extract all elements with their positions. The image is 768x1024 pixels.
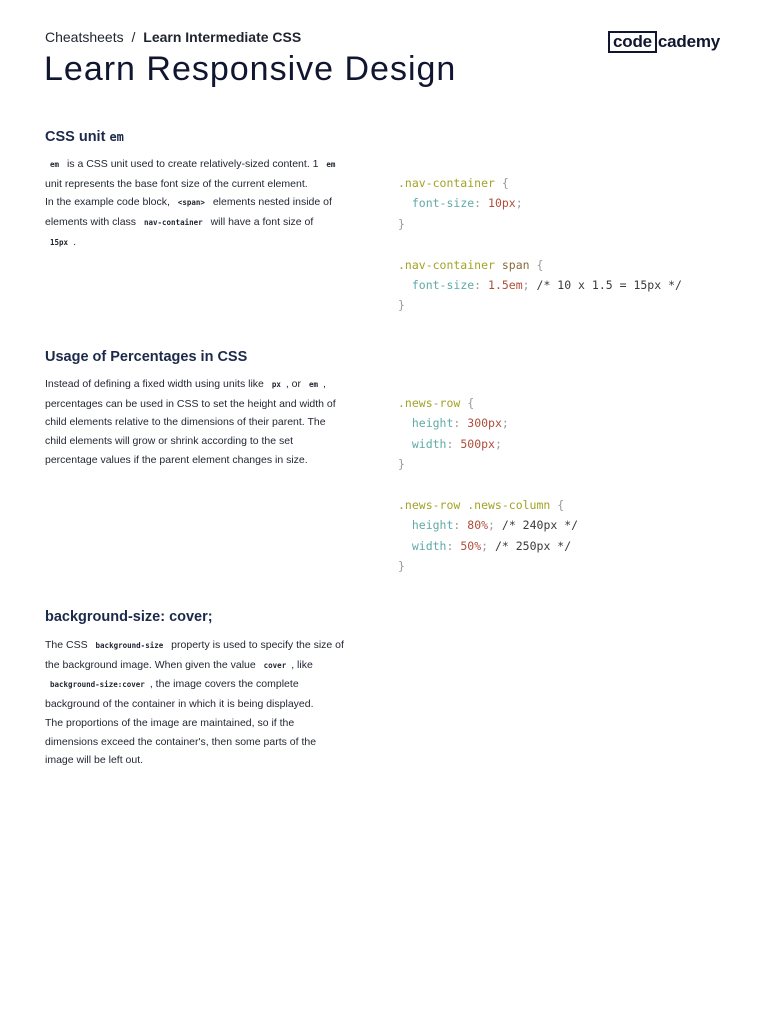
- code-token: ;: [481, 538, 495, 553]
- page-title: Learn Responsive Design: [44, 50, 457, 88]
- description-paragraph: [45, 714, 345, 770]
- code-token: width: [411, 436, 447, 451]
- section-title-text: CSS unit: [45, 129, 106, 145]
- text-run: will have a font size of: [207, 216, 314, 229]
- code-token: {: [494, 176, 509, 190]
- code-token: 500px: [460, 436, 495, 451]
- code-token: .nav-container: [398, 257, 495, 272]
- code-token: [398, 518, 412, 532]
- code-token: height: [411, 518, 454, 533]
- inline-code: em: [50, 160, 60, 169]
- text-run: property is used to specify the size of the background image. When given the value: [45, 639, 344, 671]
- text-run: , like: [291, 658, 313, 671]
- code-line: [398, 495, 578, 515]
- inline-code: em: [326, 160, 336, 169]
- code-token: [398, 196, 412, 210]
- code-example-em[interactable]: [398, 173, 682, 316]
- code-token: }: [398, 559, 405, 574]
- breadcrumb: [45, 29, 301, 45]
- code-token: [398, 416, 412, 430]
- section-title-text: Usage of Percentages in CSS: [45, 349, 248, 365]
- code-token: :: [453, 518, 468, 533]
- code-token: 10px: [488, 196, 516, 211]
- section-description: [45, 375, 345, 470]
- text-run: The proportions of the image are maintained, so if the dimensions exceed the container's, then some parts of the image will be left out.: [45, 716, 317, 767]
- description-paragraph: [45, 636, 345, 714]
- text-run: Instead of defining a fixed width using units like: [45, 378, 267, 390]
- text-run: elements nested inside of elements with class: [45, 196, 332, 229]
- section-title: [45, 609, 345, 625]
- code-token: }: [398, 216, 405, 231]
- text-run: In the example code block,: [45, 196, 173, 209]
- code-token: .news-row .news-column: [398, 497, 551, 512]
- code-line: [398, 255, 682, 275]
- code-token: /* 250px */: [494, 538, 572, 553]
- inline-code: nav-container: [143, 218, 203, 228]
- section-title-text: background-size: cover;: [45, 609, 213, 625]
- code-token: 1.5em: [488, 277, 523, 292]
- text-run: The CSS: [45, 639, 91, 651]
- description-paragraph: [45, 375, 345, 470]
- code-token: 50%: [460, 538, 482, 553]
- breadcrumb-separator: /: [131, 29, 136, 45]
- code-token: ;: [522, 277, 537, 292]
- inline-code: px: [271, 380, 281, 389]
- code-line: [398, 434, 578, 454]
- code-token: .news-row: [398, 396, 461, 410]
- code-token: font-size: [411, 196, 475, 211]
- code-token: {: [550, 497, 565, 512]
- code-token: 80%: [467, 518, 489, 533]
- breadcrumb-root-link[interactable]: Cheatsheets: [45, 29, 124, 45]
- code-line: [398, 515, 578, 535]
- code-token: :: [474, 196, 489, 211]
- inline-code: cover: [263, 660, 287, 670]
- text-run: , the image covers the complete background of the container in which it is being displayed.: [45, 678, 314, 711]
- inline-code: 15px: [50, 237, 69, 247]
- code-token: :: [453, 416, 468, 431]
- section-description: [45, 636, 345, 770]
- code-token: /* 240px */: [501, 518, 579, 533]
- code-line: [398, 413, 578, 433]
- logo-boxed-text: code: [608, 31, 657, 53]
- breadcrumb-current-link[interactable]: Learn Intermediate CSS: [143, 29, 302, 45]
- code-token: {: [460, 396, 475, 410]
- code-line: [398, 214, 682, 234]
- code-line: [398, 193, 682, 213]
- inline-code: background-size:cover: [50, 680, 145, 690]
- code-token: /* 10 x 1.5 = 15px */: [536, 277, 682, 292]
- section-title: [45, 349, 345, 365]
- code-line: [398, 275, 682, 295]
- code-token: height: [411, 416, 454, 431]
- logo-rest-text: cademy: [657, 32, 721, 51]
- section-css-unit-em: [45, 129, 345, 253]
- code-token: .nav-container: [398, 176, 495, 190]
- code-token: ;: [515, 196, 523, 211]
- code-token: :: [474, 277, 489, 292]
- code-blank-line: [398, 475, 578, 495]
- code-token: }: [398, 298, 405, 313]
- text-run: .: [73, 235, 76, 248]
- code-token: ;: [488, 518, 502, 533]
- text-run: unit represents the base font size of the current element.: [45, 177, 308, 190]
- section-description: [45, 155, 345, 253]
- inline-code: background-size: [95, 641, 164, 650]
- code-line: [398, 454, 578, 474]
- code-line: [398, 173, 682, 193]
- section-background-size-cover: [45, 609, 345, 770]
- code-example-percentages[interactable]: [398, 393, 578, 577]
- code-token: :: [446, 436, 461, 451]
- code-token: [398, 278, 412, 292]
- section-percentages: [45, 349, 345, 470]
- text-run: , or: [285, 378, 304, 390]
- text-run: , percentages can be used in CSS to set the height and width of child elements relative to the dimensions of their parent. The child elements will grow or shrink according to the set percentage values if the parent element changes in size.: [45, 378, 336, 466]
- code-token: [398, 437, 412, 451]
- code-line: [398, 393, 578, 413]
- section-title-code: em: [109, 130, 124, 144]
- section-title: [45, 129, 345, 145]
- code-token: 300px: [467, 416, 502, 431]
- codecademy-logo[interactable]: [608, 31, 720, 53]
- code-token: }: [398, 457, 405, 472]
- inline-code: <span>: [177, 198, 205, 208]
- code-token: :: [446, 538, 461, 553]
- code-token: ;: [494, 436, 502, 451]
- code-token: {: [529, 257, 544, 272]
- inline-code: em: [308, 380, 318, 389]
- code-token: span: [494, 257, 530, 272]
- text-run: is a CSS unit used to create relatively-sized content. 1: [64, 158, 322, 170]
- code-token: ;: [501, 416, 509, 431]
- description-paragraph: [45, 155, 345, 193]
- code-line: [398, 536, 578, 556]
- code-line: [398, 556, 578, 576]
- description-paragraph: [45, 193, 345, 252]
- code-line: [398, 295, 682, 315]
- code-token: font-size: [411, 277, 475, 292]
- code-token: [398, 539, 412, 553]
- code-blank-line: [398, 234, 682, 254]
- code-token: width: [411, 538, 447, 553]
